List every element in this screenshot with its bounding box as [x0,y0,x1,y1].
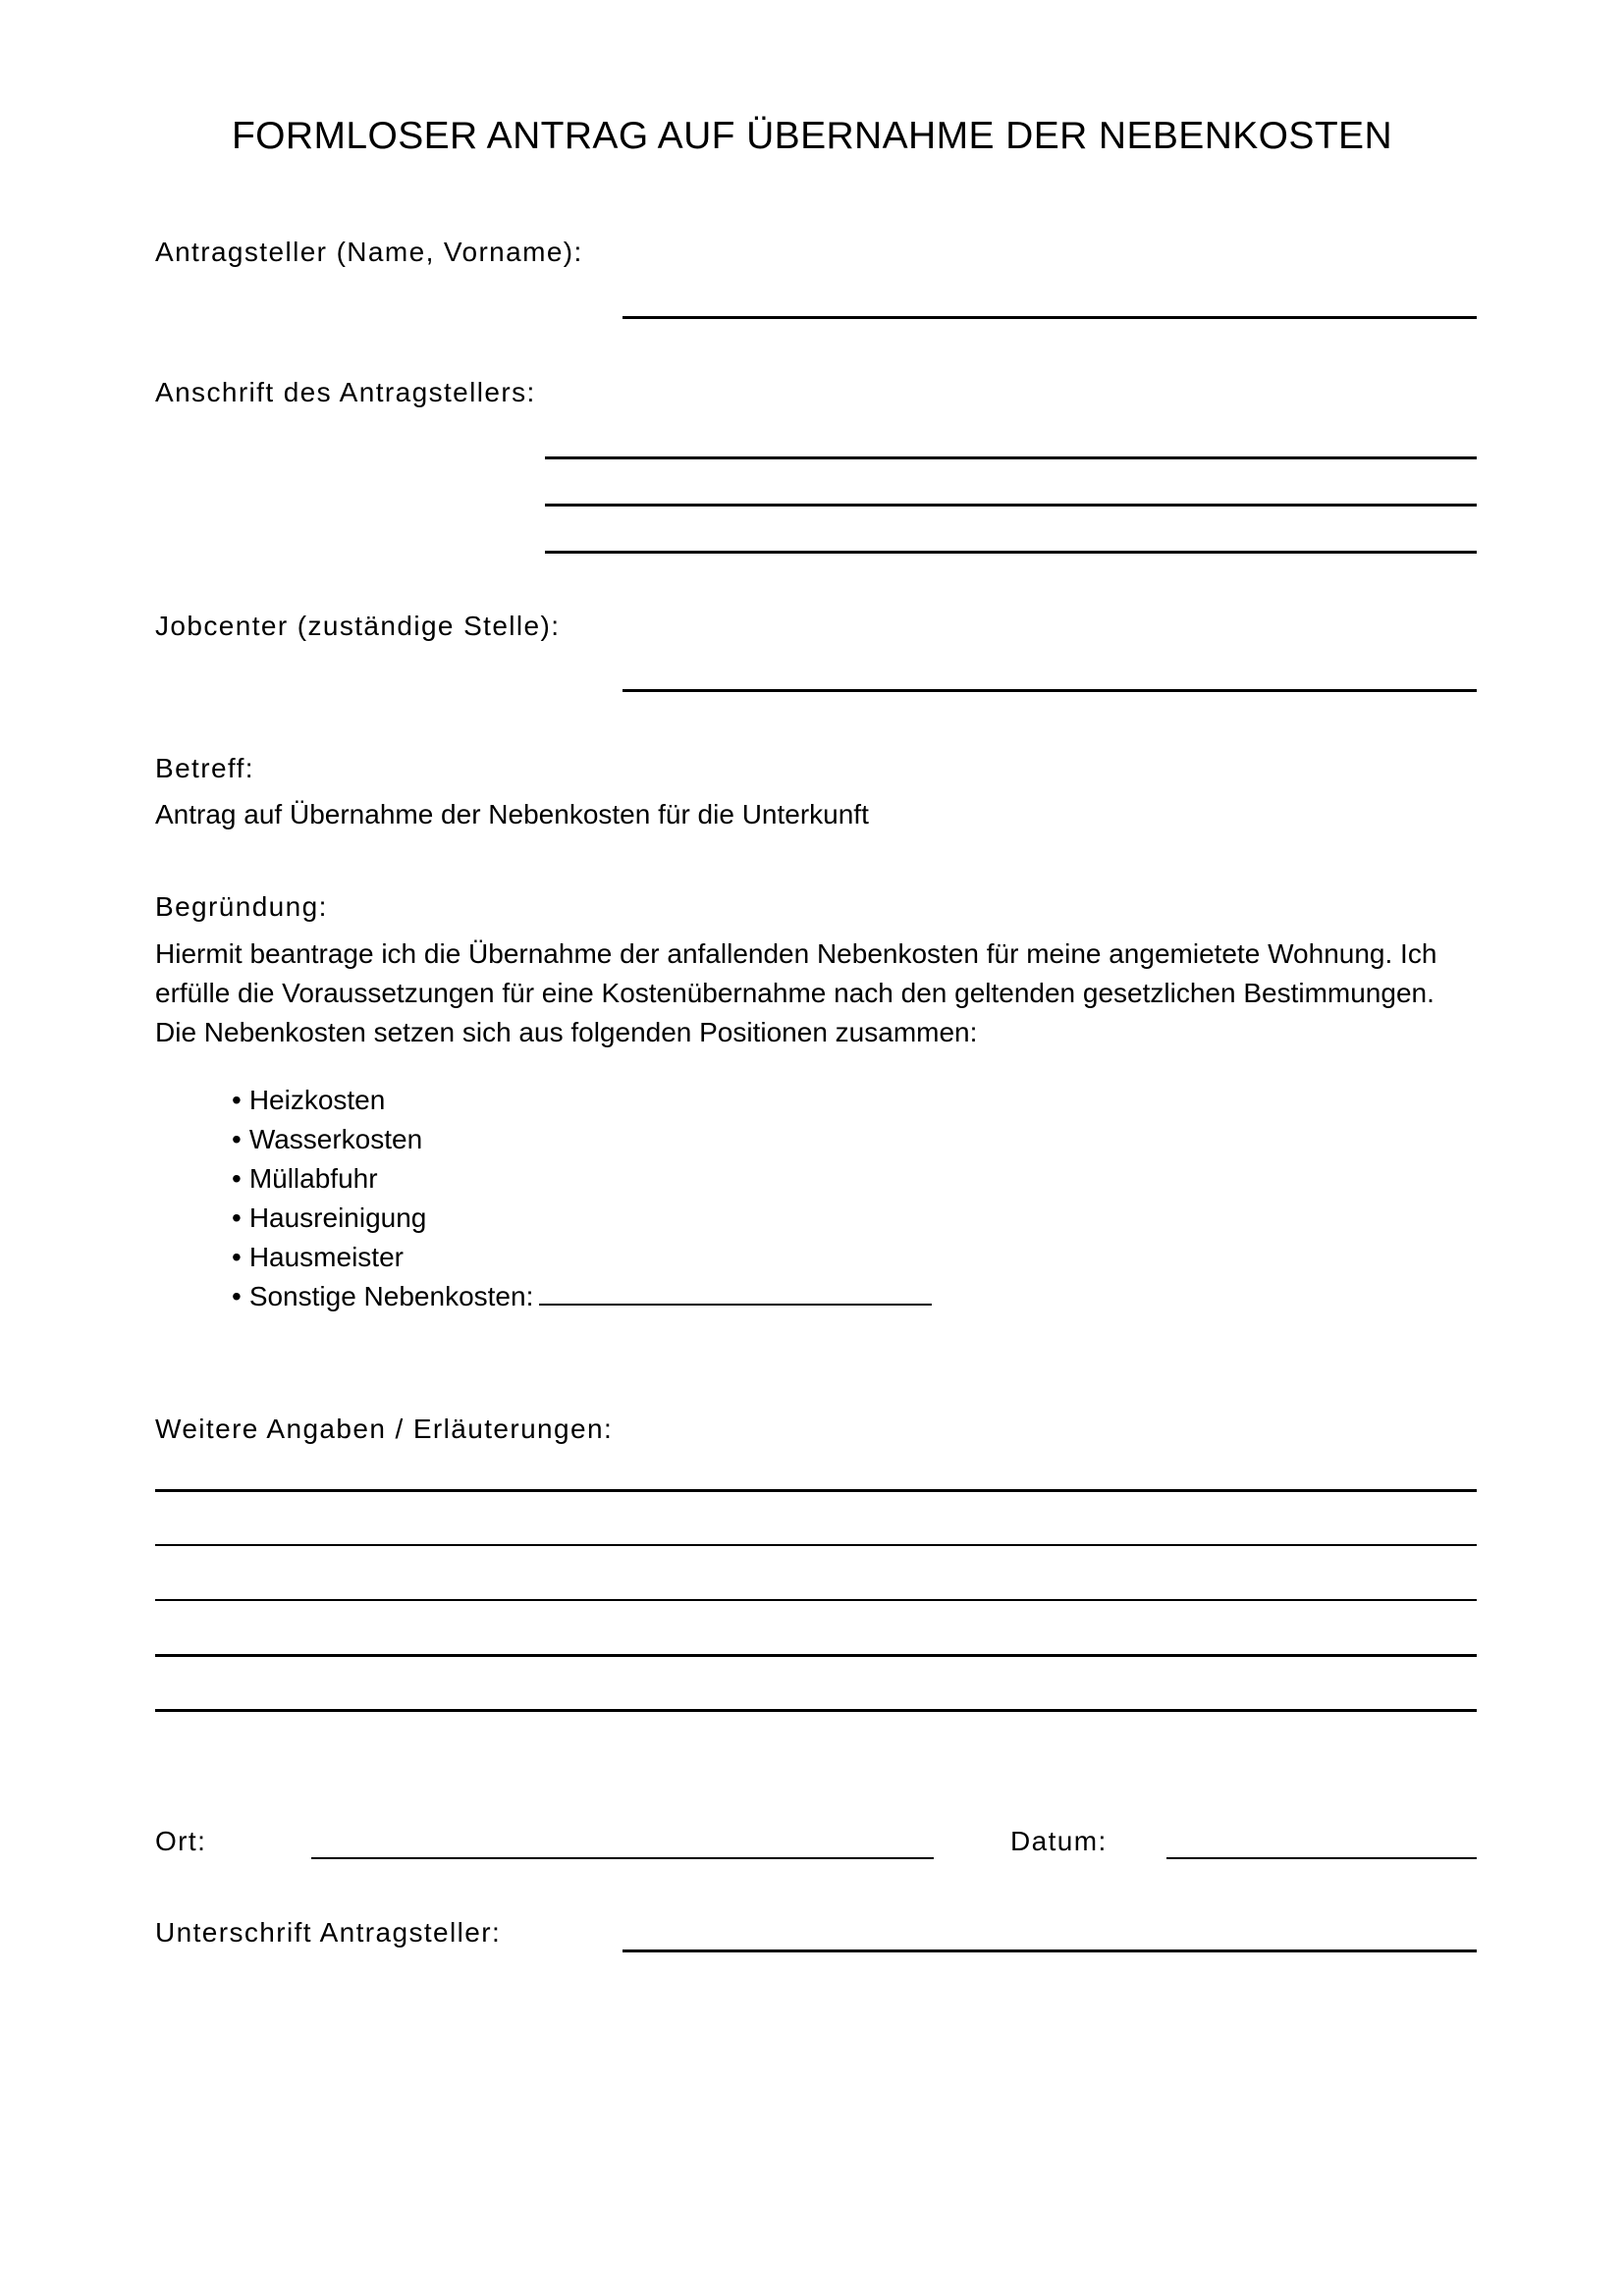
applicant-address-label: Anschrift des Antragstellers: [155,377,536,407]
place-label: Ort: [155,1826,207,1856]
signature-label: Unterschrift Antragsteller: [155,1917,502,1948]
reason-paragraph-line: Hiermit beantrage ich die Übernahme der anfallenden Nebenkosten für meine angemietete Wohnung. Ich [155,938,1437,969]
bullet-icon: • [232,1085,242,1115]
bullet-icon: • [232,1124,242,1154]
list-item-label: Sonstige Nebenkosten: [248,1281,534,1311]
list-item [232,1120,932,1159]
other-costs-field[interactable] [539,1280,932,1306]
reason-paragraph-line: erfülle die Voraussetzungen für eine Kostenübernahme nach den geltenden gesetzlichen Bestimmungen. [155,978,1435,1008]
bullet-icon: • [232,1163,242,1194]
applicant-address-field-line-1[interactable] [545,456,1477,459]
bullet-icon: • [232,1202,242,1233]
further-info-field-line-5[interactable] [155,1709,1477,1712]
list-item-label: Müllabfuhr [248,1163,378,1194]
reason-paragraph-line: Die Nebenkosten setzen sich aus folgenden Positionen zusammen: [155,1017,978,1047]
list-item-label: Hausreinigung [248,1202,427,1233]
further-info-field-line-4[interactable] [155,1654,1477,1657]
further-info-field-line-2[interactable] [155,1544,1477,1546]
bullet-icon: • [232,1242,242,1272]
list-item [232,1159,932,1199]
cost-items-list [232,1081,932,1316]
list-item [232,1277,932,1316]
subject-text: Antrag auf Übernahme der Nebenkosten für die Unterkunft [155,799,869,829]
list-item-label: Hausmeister [248,1242,404,1272]
further-info-field-line-3[interactable] [155,1599,1477,1601]
further-info-field-line-1[interactable] [155,1489,1477,1492]
reason-label: Begründung: [155,891,328,922]
list-item [232,1081,932,1120]
subject-label: Betreff: [155,753,254,783]
date-label: Datum: [1010,1826,1108,1856]
applicant-name-label: Antragsteller (Name, Vorname): [155,237,583,267]
signature-field[interactable] [623,1949,1477,1952]
applicant-name-field[interactable] [623,316,1477,319]
place-field[interactable] [311,1857,934,1859]
list-item [232,1199,932,1238]
reason-paragraph [155,934,1471,1052]
jobcenter-label: Jobcenter (zuständige Stelle): [155,611,561,641]
further-info-label: Weitere Angaben / Erläuterungen: [155,1414,614,1444]
list-item [232,1238,932,1277]
list-item-label: Wasserkosten [248,1124,423,1154]
bullet-icon: • [232,1281,242,1311]
applicant-address-field-line-2[interactable] [545,504,1477,507]
applicant-address-field-line-3[interactable] [545,551,1477,554]
list-item-label: Heizkosten [248,1085,386,1115]
jobcenter-field[interactable] [623,689,1477,692]
document-title: FORMLOSER ANTRAG AUF ÜBERNAHME DER NEBENKOSTEN [231,115,1393,157]
date-field[interactable] [1166,1857,1477,1859]
